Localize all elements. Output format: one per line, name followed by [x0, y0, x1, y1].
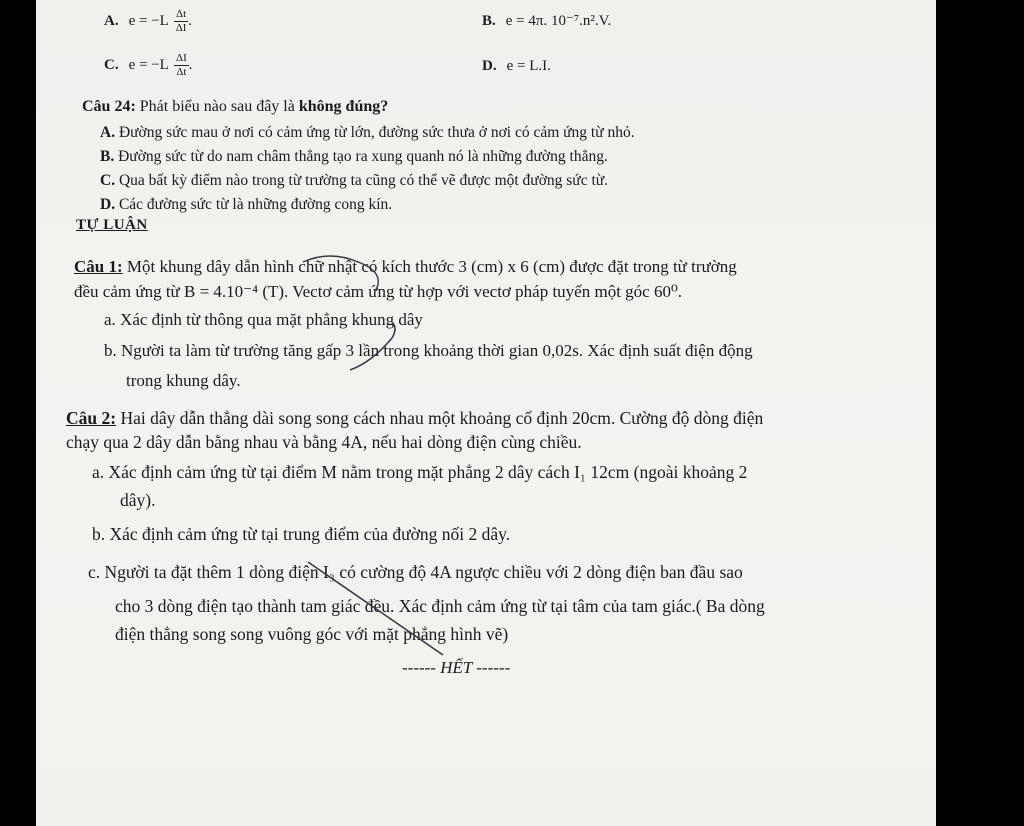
option-b	[482, 11, 611, 30]
cau2-part-a-cont: dây).	[120, 490, 156, 510]
option-letter: B.	[482, 13, 496, 29]
cau1-part-a: a. Xác định từ thông qua mặt phẳng khung dây	[104, 310, 423, 329]
q24-option-a	[100, 120, 635, 146]
option-letter: A.	[104, 12, 119, 29]
fraction-numerator: Δt	[176, 8, 187, 20]
question-label: Câu 1:	[74, 257, 123, 276]
fraction-denominator: Δt	[176, 66, 187, 78]
question-label: Câu 2:	[66, 408, 117, 428]
fraction-denominator: ΔI	[175, 22, 187, 34]
question-24	[82, 94, 388, 120]
question-text: Một khung dây dẫn hình chữ nhật có kích thước 3 (cm) x 6 (cm) được đặt trong từ trường	[126, 257, 737, 276]
option-letter: A.	[100, 124, 116, 141]
section-title: TỰ LUẬN	[76, 217, 148, 233]
option-letter: C.	[100, 172, 116, 189]
fraction	[174, 52, 189, 79]
cau1-part-b: b. Người ta làm từ trường tăng gấp 3 lần trong khoảng thời gian 0,02s. Xác định suất điện động	[104, 341, 753, 360]
q24-option-d	[100, 192, 392, 218]
option-text: Đường sức từ do nam châm thẳng tạo ra xung quanh nó là những đường thẳng.	[118, 148, 608, 165]
fraction-numerator: ΔI	[176, 52, 187, 64]
option-letter: B.	[100, 148, 115, 165]
cau2-part-a: a. Xác định cảm ứng từ tại điểm M nằm trong mặt phẳng 2 dây cách I₁ 12cm (ngoài khoảng 2	[92, 462, 748, 482]
cau2-part-c-cont1: cho 3 dòng điện tạo thành tam giác đều. Xác định cảm ứng từ tại tâm của tam giác.( Ba dòng	[115, 596, 765, 616]
cau2-part-c-cont2: điện thẳng song song vuông góc với mặt phẳng hình vẽ)	[115, 624, 509, 644]
formula-text: e = 4π. 10⁻⁷.n².V.	[505, 13, 612, 29]
q24-option-c	[100, 168, 608, 194]
formula-text: e = −L	[128, 12, 169, 29]
cau2-part-b: b. Xác định cảm ứng từ tại trung điểm của đường nối 2 dây.	[92, 524, 511, 544]
question-label: Câu 24:	[82, 98, 136, 115]
q24-option-b	[100, 144, 608, 170]
question-emphasis: không đúng?	[298, 98, 389, 115]
cau2-part-c: c. Người ta đặt thêm 1 dòng điện I₃ có cường độ 4A ngược chiều với 2 dòng điện ban đầu sao	[88, 562, 743, 582]
option-letter: D.	[482, 58, 497, 74]
formula-text: e = −L	[128, 56, 169, 73]
fraction	[174, 8, 188, 35]
option-d	[482, 58, 551, 75]
option-a: A. e = −L $\frac{\Delta t}{\Delta I}$ .	[104, 8, 192, 34]
cau1-part-b-cont: trong khung dây.	[126, 371, 241, 390]
option-text: Qua bất kỳ điểm nào trong từ trường ta cũng có thể vẽ được một đường sức từ.	[118, 172, 609, 189]
formula-text: e = L.I.	[506, 58, 551, 74]
end-marker: ------ HẾT ------	[402, 658, 511, 677]
option-letter: D.	[100, 196, 116, 213]
cau2-line2: chạy qua 2 dây dẫn bằng nhau và bằng 4A, nếu hai dòng điện cùng chiều.	[66, 432, 582, 452]
option-text: Các đường sức từ là những đường cong kín.	[118, 196, 393, 213]
option-text: Đường sức mau ở nơi có cảm ứng từ lớn, đường sức thưa ở nơi có cảm ứng từ nhỏ.	[118, 124, 635, 141]
cau1-line2: đều cảm ứng từ B = 4.10⁻⁴ (T). Vectơ cảm ứng từ hợp với vectơ pháp tuyến một góc 60⁰.	[74, 282, 683, 301]
option-c: C. e = −L $\frac{\Delta I}{\Delta t}$ .	[104, 52, 193, 78]
question-text: Hai dây dẫn thẳng dài song song cách nhau một khoảng cố định 20cm. Cường độ dòng điện	[120, 408, 764, 428]
question-text: Phát biểu nào sau đây là	[139, 98, 295, 115]
option-letter: C.	[104, 56, 119, 73]
